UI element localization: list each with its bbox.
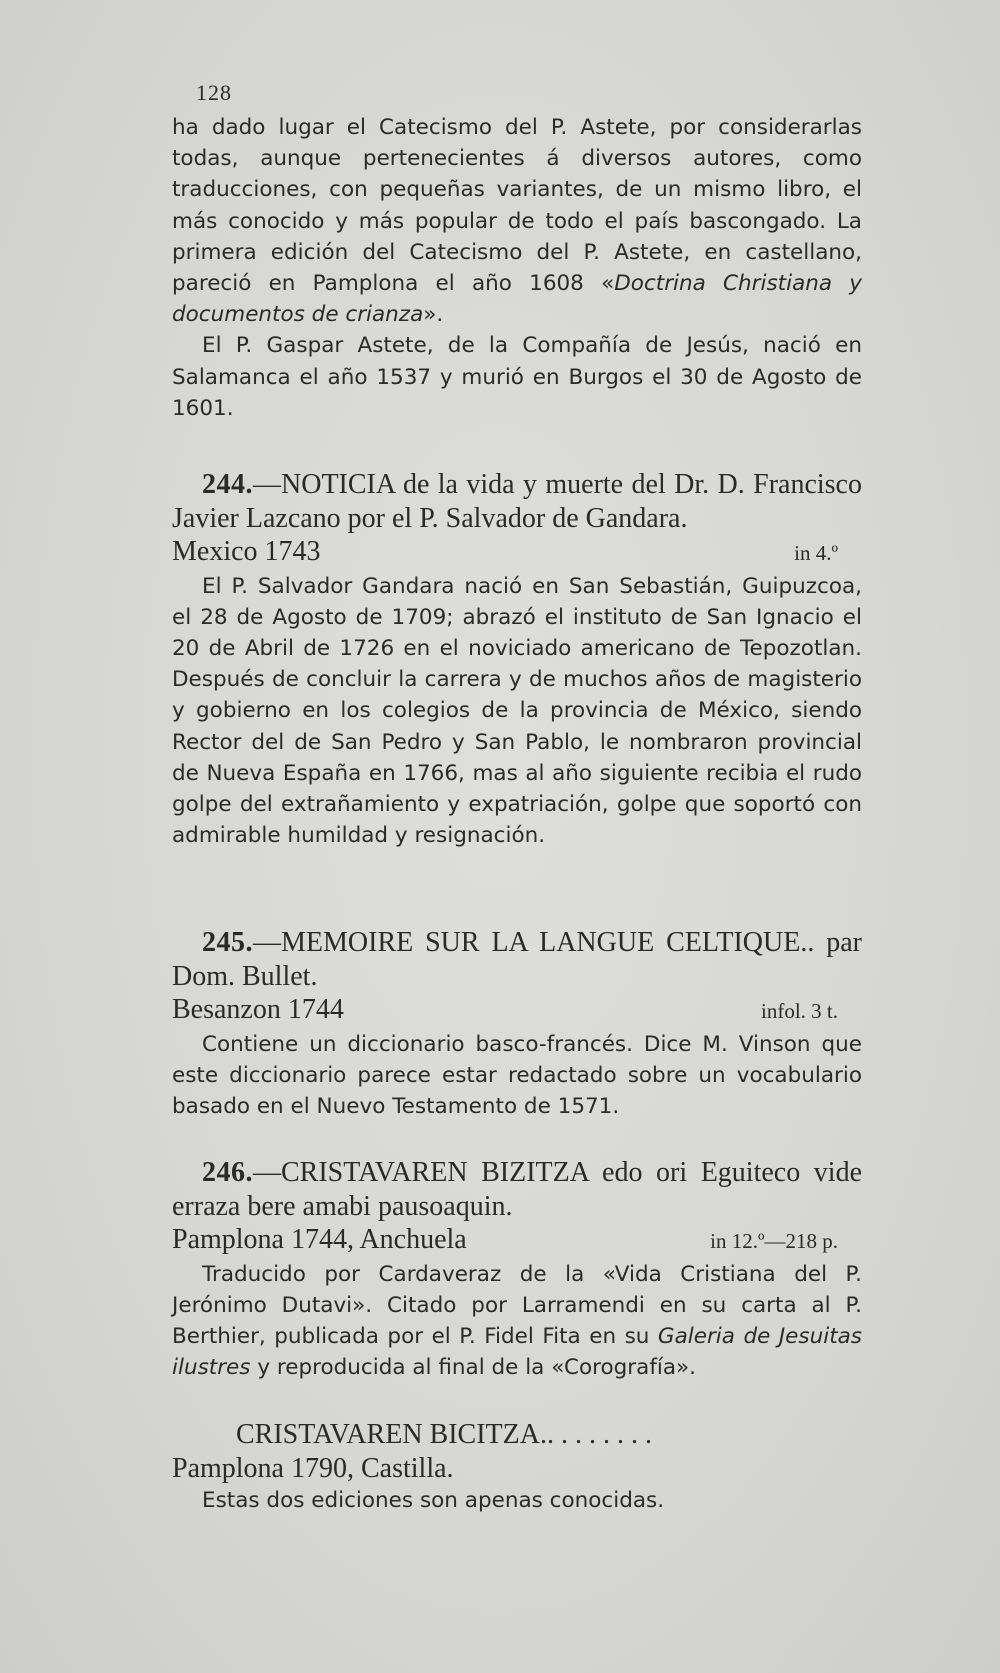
- entry-note: El P. Salvador Gandara nació en San Sebastián, Guipuzcoa, el 28 de Agosto de 1709; abrazó el instituto de San Ignacio el 20 de Abril de 1726 en el noviciado americano de Tepozotlan. Después de concluir la carrera y de muchos años de magisterio y gobierno en los colegios de la provincia de México, siendo Rector del de San Pedro y San Pablo, le nombraron provincial de Nueva España en 1766, mas al año siguiente recibia el rudo golpe del extrañamiento y expatriación, golpe que soportó con admirable humildad y resignación.: [172, 573, 862, 849]
- entry-246: [172, 1156, 862, 1383]
- entry-imprint: Besanzon 1744 infol. 3 t.: [172, 993, 862, 1029]
- entry-heading: [172, 468, 862, 535]
- page-number: 128: [196, 80, 232, 105]
- entry-number: 244.: [202, 469, 253, 500]
- entry-note: Estas dos ediciones son apenas conocidas.: [202, 1488, 665, 1513]
- entry-format: infol. 3 t.: [761, 999, 838, 1023]
- entry-imprint: Pamplona 1790, Castilla.: [172, 1452, 454, 1484]
- entry-title: —CRISTAVAREN BIZITZA edo ori Eguiteco vide erraza bere amabi pausoaquin.: [172, 1157, 862, 1222]
- entry-number: 246.: [202, 1157, 253, 1188]
- entry-number: 245.: [202, 927, 253, 958]
- intro-paragraph-2: El P. Gaspar Astete, de la Compañía de Jesús, nació en Salamanca el año 1537 y murió en Burgos el 30 de Agosto de 1601.: [172, 333, 862, 421]
- entry-245: [172, 926, 862, 1122]
- entry-note-italic: Galeria de Jesuitas ilustres: [172, 1323, 862, 1381]
- intro-italic-title: Doctrina Christiana y documentos de crianza: [172, 271, 862, 328]
- entry-title: —NOTICIA de la vida y muerte del Dr. D. Francisco Javier Lazcano por el P. Salvador de Gandara.: [172, 469, 862, 534]
- entry-title: —MEMOIRE SUR LA LANGUE CELTIQUE.. par Dom. Bullet.: [172, 927, 862, 992]
- entry-heading: [172, 926, 862, 993]
- entry-tail: [172, 1418, 862, 1516]
- intro-paragraph-1: ha dado lugar el Catecismo del P. Astete, por considerarlas todas, aunque pertenecientes á diversos autores, como traducciones, con pequeñas variantes, de un mismo libro, el más conocido y más popular de todo el país bascongado. La primera edición del Catecismo del P. Astete, en castellano, pareció en Pamplona el año 1608 «Doctrina Christiana y documentos de crianza».: [172, 115, 862, 328]
- entry-note: Contiene un diccionario basco-francés. Dice M. Vinson que este diccionario parece estar redactado sobre un vocabulario basado en el Nuevo Testamento de 1571.: [172, 1031, 862, 1119]
- intro-section: [172, 112, 862, 424]
- entry-format: in 12.º—218 p.: [710, 1229, 838, 1253]
- entry-format: in 4.º: [794, 541, 838, 565]
- entry-heading: [172, 1156, 862, 1223]
- entry-imprint: Pamplona 1744, Anchuela in 12.º—218 p.: [172, 1223, 862, 1259]
- entry-heading: CRISTAVAREN BICITZA.. . . . . . . .: [236, 1419, 652, 1450]
- entry-imprint: Mexico 1743 in 4.º: [172, 535, 862, 571]
- entry-note: Traducido por Cardaveraz de la «Vida Cristiana del P. Jerónimo Dutavi». Citado por Larramendi en su carta al P. Berthier, publicada por el P. Fidel Fita en su Galeria de Jesuitas ilustres y reproducida al final de la «Corografía».: [172, 1261, 862, 1381]
- entry-244: [172, 468, 862, 851]
